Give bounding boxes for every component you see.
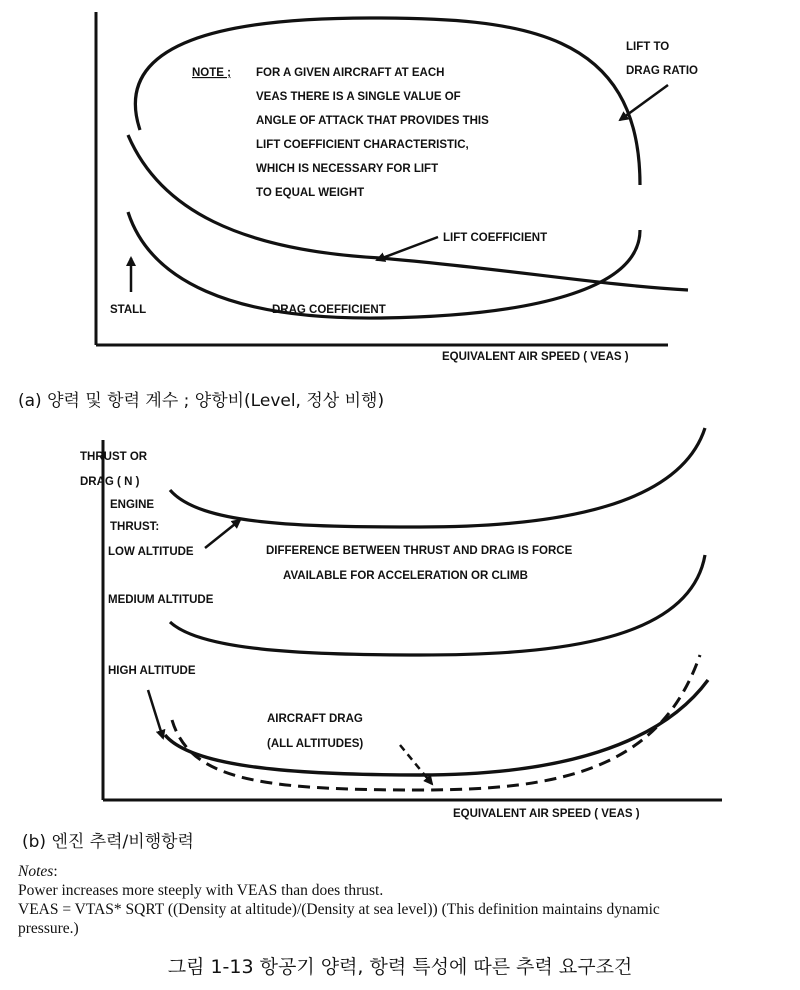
lift-coefficient-curve bbox=[128, 135, 688, 290]
notes-line-1: Power increases more steeply with VEAS than does thrust. bbox=[18, 882, 384, 899]
lift-to-drag-label-1: LIFT TO bbox=[626, 41, 670, 53]
high-altitude-label: HIGH ALTITUDE bbox=[108, 665, 196, 677]
low-altitude-label: LOW ALTITUDE bbox=[108, 546, 194, 558]
note-line-2: VEAS THERE IS A SINGLE VALUE OF bbox=[256, 91, 461, 103]
difference-label-2: AVAILABLE FOR ACCELERATION OR CLIMB bbox=[283, 570, 528, 582]
lift-to-drag-arrow bbox=[620, 85, 668, 120]
note-label: NOTE ; bbox=[192, 67, 231, 79]
lift-to-drag-label-2: DRAG RATIO bbox=[626, 65, 698, 77]
aircraft-drag-curve bbox=[165, 680, 708, 775]
panel-a-x-axis-label: EQUIVALENT AIR SPEED ( VEAS ) bbox=[442, 351, 629, 363]
aircraft-drag-label-1: AIRCRAFT DRAG bbox=[267, 713, 363, 725]
note-line-1: FOR A GIVEN AIRCRAFT AT EACH bbox=[256, 67, 445, 79]
y-axis-label-2: DRAG ( N ) bbox=[80, 476, 140, 488]
aircraft-drag-label-2: (ALL ALTITUDES) bbox=[267, 738, 364, 750]
note-line-6: TO EQUAL WEIGHT bbox=[256, 187, 365, 199]
medium-altitude-label: MEDIUM ALTITUDE bbox=[108, 594, 214, 606]
lift-coefficient-arrow bbox=[377, 237, 438, 260]
panel-a-caption: (a) 양력 및 항력 계수 ; 양항비(Level, 정상 비행) bbox=[18, 391, 385, 411]
lift-coefficient-label: LIFT COEFFICIENT bbox=[443, 232, 548, 244]
notes-line-2: VEAS = VTAS* SQRT ((Density at altitude)/(Density at sea level)) (This definition maintains dynamic bbox=[18, 901, 660, 918]
panel-b-caption: (b) 엔진 추력/비행항력 bbox=[22, 832, 194, 852]
low-altitude-arrow bbox=[205, 520, 240, 548]
notes-block bbox=[18, 862, 660, 938]
drag-coefficient-label: DRAG COEFFICIENT bbox=[272, 304, 386, 316]
low-altitude-thrust-curve bbox=[170, 428, 705, 527]
stall-label: STALL bbox=[110, 304, 147, 316]
panel-b-diagram bbox=[80, 428, 722, 820]
drag-coefficient-curve bbox=[128, 212, 640, 318]
difference-label-1: DIFFERENCE BETWEEN THRUST AND DRAG IS FORCE bbox=[266, 545, 573, 557]
note-line-4: LIFT COEFFICIENT CHARACTERISTIC, bbox=[256, 139, 469, 151]
y-axis-label-1: THRUST OR bbox=[80, 451, 148, 463]
note-line-3: ANGLE OF ATTACK THAT PROVIDES THIS bbox=[256, 115, 489, 127]
high-altitude-thrust-curve bbox=[172, 655, 700, 790]
notes-line-3: pressure.) bbox=[18, 920, 79, 937]
thrust-label: THRUST: bbox=[110, 521, 160, 533]
notes-heading-text: Notes bbox=[18, 863, 54, 880]
aircraft-drag-arrow bbox=[400, 745, 432, 784]
notes-heading: Notes: bbox=[18, 863, 58, 880]
note-line-5: WHICH IS NECESSARY FOR LIFT bbox=[256, 163, 439, 175]
figure-title: 그림 1-13 항공기 양력, 항력 특성에 따른 추력 요구조건 bbox=[167, 956, 633, 978]
panel-a-diagram bbox=[96, 12, 698, 363]
panel-b-x-axis-label: EQUIVALENT AIR SPEED ( VEAS ) bbox=[453, 808, 640, 820]
engine-label: ENGINE bbox=[110, 499, 155, 511]
high-altitude-arrow bbox=[148, 690, 163, 738]
